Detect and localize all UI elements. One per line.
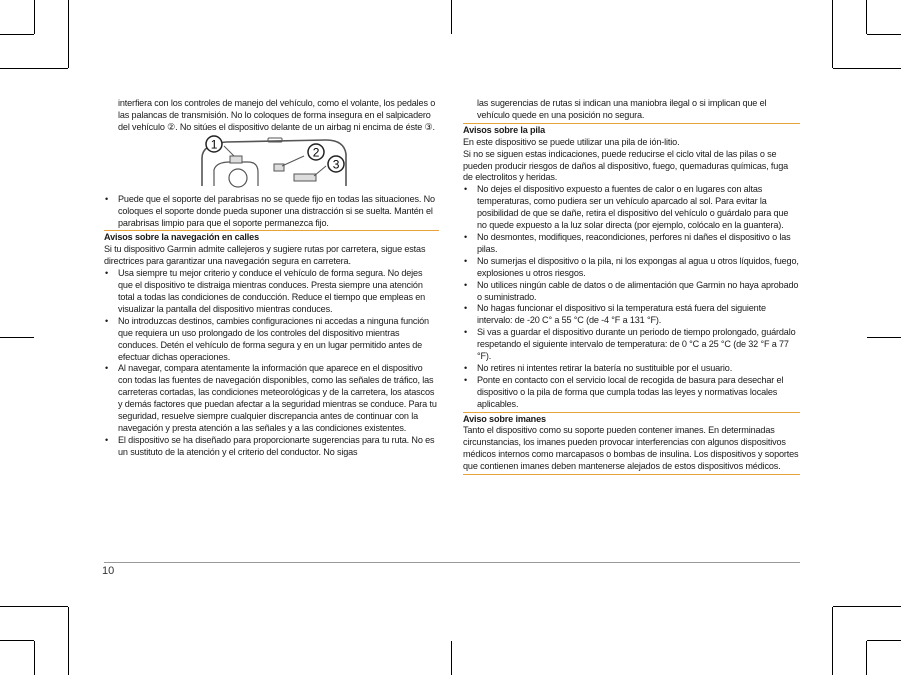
svg-text:2: 2 — [312, 145, 320, 160]
section-title-battery: Avisos sobre la pila — [463, 124, 546, 135]
crop-mark — [832, 607, 833, 675]
list-item: • Si vas a guardar el dispositivo durante un periodo de tiempo prolongado, guárdalo respetando el siguiente intervalo de temperatura: de 0 °C a 25 °C (de 32 °F a 77 °F). — [463, 327, 800, 363]
crop-mark — [0, 337, 34, 338]
list-item: • No utilices ningún cable de datos o de alimentación que Garmin no haya aprobado o suministrado. — [463, 280, 800, 304]
crop-mark — [68, 0, 69, 68]
battery-bullet-list — [463, 184, 800, 410]
footer-rule — [104, 562, 800, 563]
crop-mark — [833, 606, 901, 607]
crop-mark — [0, 34, 34, 35]
crop-mark — [34, 0, 35, 34]
section-divider — [104, 230, 439, 231]
callout-2 — [308, 144, 324, 160]
list-item: • No hagas funcionar el dispositivo si la temperatura está fuera del siguiente intervalo: de -20 C° a 55 °C (de -4 °F a 131 °F). — [463, 303, 800, 327]
crop-mark — [832, 0, 833, 68]
list-item: • No dejes el dispositivo expuesto a fuentes de calor o en lugares con altas temperaturas, como pudiera ser un vehículo aparcado al sol. Para evitar la posibilidad de que se dañe, retira el dispositivo del vehículo o guárdalo para que no quede expuesto a la luz solar directa (por ejemplo, colócalo en la guantera). — [463, 184, 800, 232]
callout-3 — [328, 156, 344, 172]
crop-mark — [867, 34, 901, 35]
list-item: • No retires ni intentes retirar la batería no sustituible por el usuario. — [463, 363, 800, 375]
mount-bullet-list — [104, 194, 439, 230]
crop-mark — [867, 640, 901, 641]
crop-mark — [866, 0, 867, 34]
list-item: • Usa siempre tu mejor criterio y conduce el vehículo de forma segura. No dejes que el dispositivo te distraiga mientras conduces. Presta siempre una atención total a todas las condiciones de conducción. Reduce el tiempo que empleas en visualizar la pantalla del dispositivo mientras conduces. — [104, 268, 439, 316]
section-title-magnets: Aviso sobre imanes — [463, 413, 546, 424]
navigation-bullet-list — [104, 268, 439, 459]
list-item: • No sumerjas el dispositivo o la pila, ni los expongas al agua u otros líquidos, fuego, explosiones u otros riesgos. — [463, 256, 800, 280]
continued-text: las sugerencias de rutas si indican una maniobra ilegal o si implican que el vehículo quede en una posición no segura. — [477, 98, 767, 120]
left-column — [104, 98, 439, 459]
svg-text:3: 3 — [332, 157, 340, 172]
crop-mark — [867, 337, 901, 338]
svg-text:1: 1 — [210, 137, 218, 152]
list-item: • No introduzcas destinos, cambies configuraciones ni accedas a ninguna función que requiera un uso prolongado de los controles del dispositivo mientras conduces. Detén el vehículo de forma segura y en un lugar permitido antes de efectuar dichas operaciones. — [104, 316, 439, 364]
dashboard-illustration — [186, 134, 366, 194]
section-divider — [463, 474, 800, 475]
crop-mark — [451, 0, 452, 34]
list-item: • Puede que el soporte del parabrisas no se quede fijo en todas las situaciones. No coloques el soporte donde pueda suponer una distracción si se suelta. Mantén el parabrisas limpio para que el soporte permanezca fijo. — [104, 194, 439, 230]
intro-paragraph: interfiera con los controles de manejo del vehículo, como el volante, los pedales o las palancas de transmisión. No lo coloques de forma insegura en el salpicadero del vehículo ②. No sitúes el dispositivo delante de un airbag ni encima de éste ③. — [118, 98, 436, 132]
crop-mark — [68, 607, 69, 675]
crop-mark — [0, 68, 68, 69]
callout-1 — [206, 136, 222, 152]
section-title-navigation: Avisos sobre la navegación en calles — [104, 232, 259, 243]
crop-mark — [0, 640, 34, 641]
right-column — [463, 98, 800, 476]
list-item: • No desmontes, modifiques, reacondiciones, perfores ni dañes el dispositivo o las pilas. — [463, 232, 800, 256]
crop-mark — [833, 68, 901, 69]
crop-mark — [451, 641, 452, 675]
magnets-paragraph: Tanto el dispositivo como su soporte pueden contener imanes. En determinadas circunstancias, los imanes pueden provocar interferencias con algunos dispositivos médicos internos como marcapasos o bombas de insulina. Los dispositivos y soportes que contienen imanes deben mantenerse alejados de estos dispositivos médicos. — [463, 425, 799, 472]
list-item: • Al navegar, compara atentamente la información que aparece en el dispositivo con todas las fuentes de navegación disponibles, como las señales de tráfico, las carreteras cortadas, las condiciones meteorológicas y de la carretera, los atascos y demás factores que puedan afectar a la seguridad mientras se conduce. Para tu seguridad, resuelve siempre cualquier discrepancia antes de continuar con la navegación y presta atención a las señales y a las condiciones existentes. — [104, 363, 439, 434]
section-divider — [463, 123, 800, 124]
battery-paragraph-2: Si no se siguen estas indicaciones, puede reducirse el ciclo vital de las pilas o se pueden producir riesgos de daños al dispositivo, fuego, quemaduras químicas, fuga de electrolitos y heridas. — [463, 148, 789, 183]
page-number: 10 — [102, 565, 115, 577]
navigation-intro: Si tu dispositivo Garmin admite callejeros y sugiere rutas por carretera, sigue estas directrices para garantizar una navegación segura en carretera. — [104, 244, 426, 267]
battery-paragraph-1: En este dispositivo se puede utilizar una pila de ión-litio. — [463, 136, 680, 147]
section-divider — [463, 412, 800, 413]
list-item: • El dispositivo se ha diseñado para proporcionarte sugerencias para tu ruta. No es un sustituto de la atención y el criterio del conductor. No sigas — [104, 435, 439, 459]
list-item: • Ponte en contacto con el servicio local de recogida de basura para desechar el dispositivo o la pila de forma que cumpla todas las leyes y normativas locales aplicables. — [463, 375, 800, 411]
mounting-figure — [104, 134, 439, 194]
crop-mark — [866, 641, 867, 675]
crop-mark — [0, 606, 68, 607]
crop-mark — [34, 641, 35, 675]
